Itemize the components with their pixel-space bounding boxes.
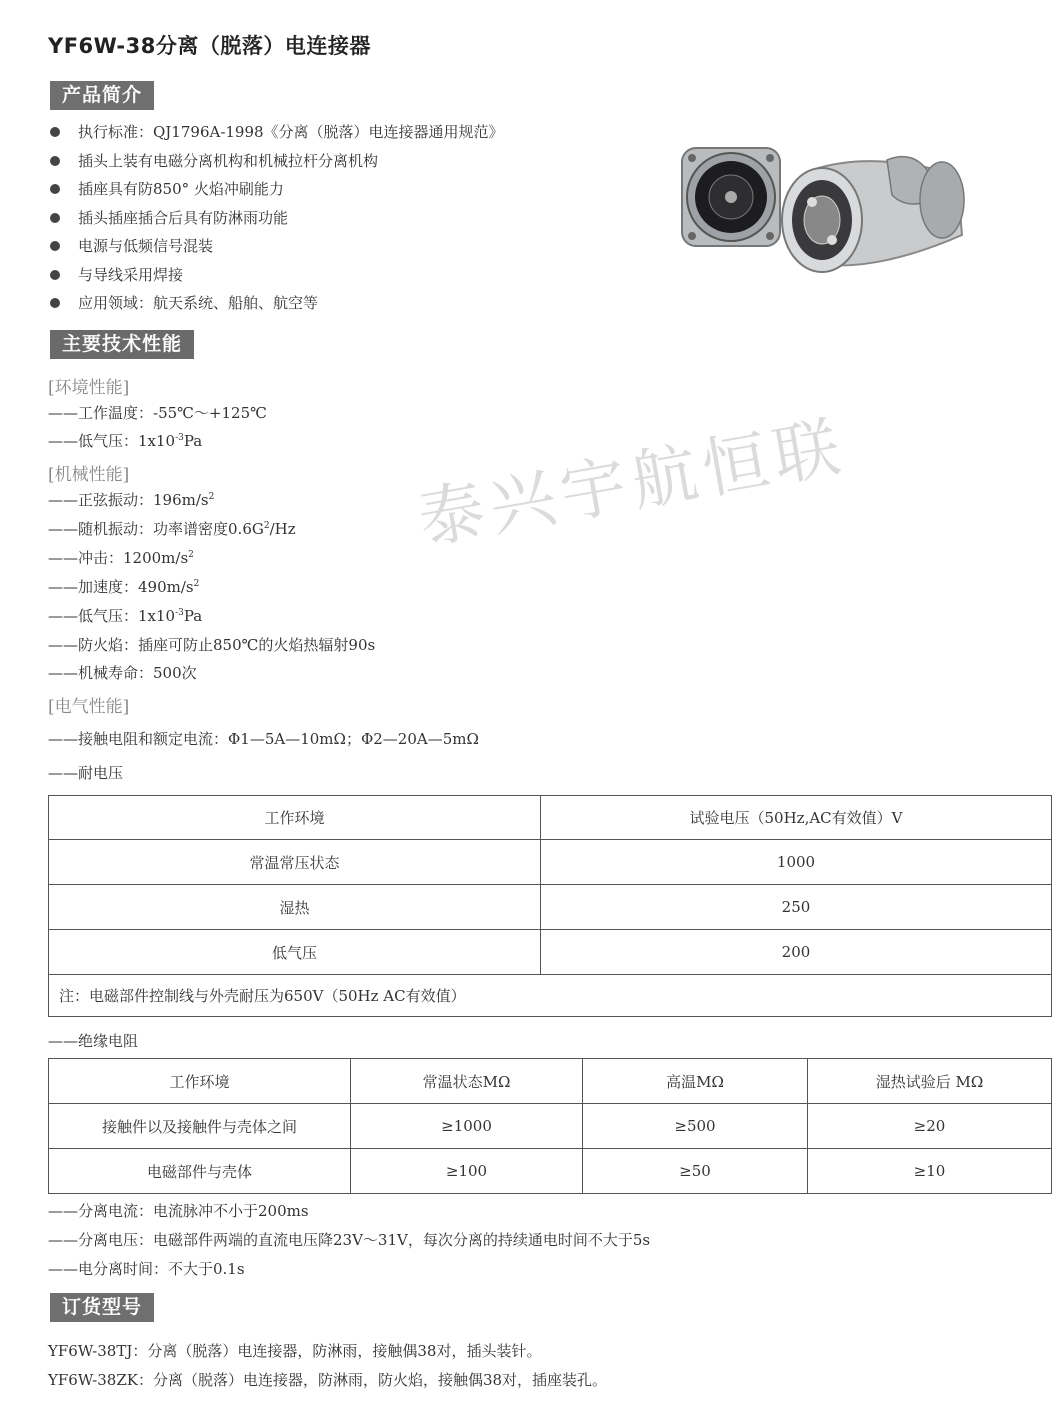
table-header: 工作环境	[49, 796, 541, 840]
list-item: 执行标准：QJ1796A-1998《分离（脱落）电连接器通用规范》	[48, 118, 504, 147]
insulation-table	[48, 1058, 1052, 1194]
list-item: 电源与低频信号混装	[48, 232, 504, 261]
order-line-tj: YF6W-38TJ：分离（脱落）电连接器，防淋雨，接触偶38对，插头装针。	[48, 1342, 542, 1360]
table-header: 常温状态MΩ	[351, 1059, 583, 1104]
withstand-voltage-label: ——耐电压	[48, 764, 124, 782]
acceleration-text: ——加速度：$490m/s^2$	[48, 578, 200, 596]
list-item: 应用领域：航天系统、船舶、航空等	[48, 289, 504, 318]
bullet-dot-icon	[50, 270, 60, 280]
table-row: 电磁部件与壳体 ≥100 ≥50 ≥10	[49, 1149, 1052, 1194]
order-heading: 订货型号	[50, 1293, 154, 1322]
sine-vibration-text: ——正弦振动：$196m/s^2$	[48, 491, 215, 509]
mech-pressure-text: ——低气压：$1x10^{-3}Pa$	[48, 607, 203, 625]
bullet-dot-icon	[50, 127, 60, 137]
bullet-dot-icon	[50, 184, 60, 194]
table-note-row	[49, 975, 1052, 1017]
elec-section-label: [电气性能]	[48, 697, 130, 717]
shock-text: ——冲击：$1200m/s^2$	[48, 549, 194, 567]
operating-temp-text: ——工作温度：-55℃～+125℃	[48, 404, 267, 422]
separation-time-text: ——电分离时间：不大于0.1s	[48, 1260, 245, 1278]
page-title: YF6W-38分离（脱落）电连接器	[48, 34, 371, 58]
bullet-dot-icon	[50, 213, 60, 223]
separation-current-text: ——分离电流：电流脉冲不小于200ms	[48, 1202, 309, 1220]
insulation-label: ——绝缘电阻	[48, 1032, 139, 1050]
contact-resistance-text: ——接触电阻和额定电流：Φ1—5A—10mΩ；Φ2—20A—5mΩ	[48, 730, 479, 748]
env-pressure-text: ——低气压：$1x10^{-3}Pa$	[48, 432, 203, 450]
table-row: 常温常压状态 1000	[49, 840, 1052, 885]
intro-heading: 产品简介	[50, 81, 154, 110]
table-row: 接触件以及接触件与壳体之间 ≥1000 ≥500 ≥20	[49, 1104, 1052, 1149]
list-item: 插头上装有电磁分离机构和机械拉杆分离机构	[48, 147, 504, 176]
table-header: 工作环境	[49, 1059, 351, 1104]
table-header-row	[49, 796, 1052, 840]
table-header-row	[49, 1059, 1052, 1104]
table-header: 湿热试验后 MΩ	[808, 1059, 1052, 1104]
separation-voltage-text: ——分离电压：电磁部件两端的直流电压降23V～31V，每次分离的持续通电时间不大于5s	[48, 1231, 651, 1249]
specs-heading: 主要技术性能	[50, 330, 194, 359]
fire-resistance-text: ——防火焰：插座可防止850℃的火焰热辐射90s	[48, 636, 376, 654]
table-row: 湿热 250	[49, 885, 1052, 930]
mech-life-text: ——机械寿命：500次	[48, 664, 197, 682]
random-vibration-text: ——随机振动：功率谱密度$0.6G^2/Hz$	[48, 520, 296, 538]
watermark-text: 泰兴宇航恒联	[412, 407, 852, 559]
intro-list	[48, 118, 504, 318]
order-line-zk: YF6W-38ZK：分离（脱落）电连接器，防淋雨，防火焰，接触偶38对，插座装孔。	[48, 1371, 608, 1389]
list-item: 与导线采用焊接	[48, 261, 504, 290]
bullet-dot-icon	[50, 156, 60, 166]
table-row: 低气压 200	[49, 930, 1052, 975]
bullet-dot-icon	[50, 298, 60, 308]
table-header: 试验电压（50Hz,AC有效值）V	[541, 796, 1052, 840]
bullet-dot-icon	[50, 241, 60, 251]
list-item: 插头插座插合后具有防淋雨功能	[48, 204, 504, 233]
mech-section-label: [机械性能]	[48, 465, 130, 485]
table-header: 高温MΩ	[583, 1059, 808, 1104]
connector-product-photo	[672, 140, 972, 290]
voltage-table	[48, 795, 1052, 1017]
list-item: 插座具有防850° 火焰冲刷能力	[48, 175, 504, 204]
voltage-table-note: 注：电磁部件控制线与外壳耐压为650V（50Hz AC有效值）	[49, 975, 1052, 1017]
env-section-label: [环境性能]	[48, 378, 130, 398]
